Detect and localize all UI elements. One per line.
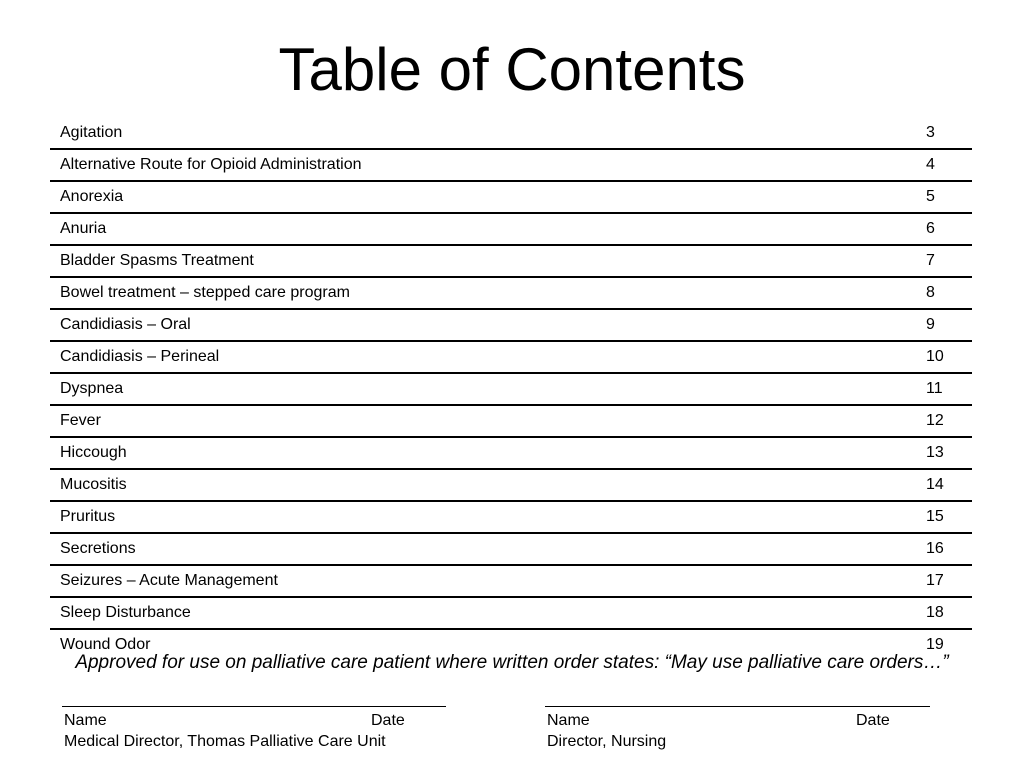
- table-row: [50, 501, 972, 533]
- table-row: [50, 277, 972, 309]
- toc-page-number: 7: [926, 245, 972, 277]
- toc-topic: Alternative Route for Opioid Administration: [50, 149, 926, 181]
- toc-page-number: 11: [926, 373, 972, 405]
- toc-table: [50, 118, 972, 660]
- toc-topic: Seizures – Acute Management: [50, 565, 926, 597]
- toc-topic: Sleep Disturbance: [50, 597, 926, 629]
- toc-page-number: 4: [926, 149, 972, 181]
- page-title: Table of Contents: [278, 36, 746, 103]
- toc-page-number: 14: [926, 469, 972, 501]
- table-row: [50, 469, 972, 501]
- toc-topic: Anuria: [50, 213, 926, 245]
- table-row: [50, 118, 972, 149]
- toc-topic: Dyspnea: [50, 373, 926, 405]
- signature-role: Medical Director, Thomas Palliative Care Unit: [64, 733, 386, 750]
- table-row: [50, 533, 972, 565]
- toc-page-number: 10: [926, 341, 972, 373]
- toc-topic: Candidiasis – Oral: [50, 309, 926, 341]
- toc-topic: Bowel treatment – stepped care program: [50, 277, 926, 309]
- toc-topic: Candidiasis – Perineal: [50, 341, 926, 373]
- toc-page-number: 8: [926, 277, 972, 309]
- signature-block-medical-director: [62, 706, 446, 757]
- toc-page-number: 16: [926, 533, 972, 565]
- toc-topic: Pruritus: [50, 501, 926, 533]
- toc-page-number: 15: [926, 501, 972, 533]
- table-row: [50, 373, 972, 405]
- toc-page-number: 17: [926, 565, 972, 597]
- toc-page-number: 19: [926, 636, 944, 653]
- signature-name-label: Name: [64, 712, 107, 729]
- table-row: [50, 341, 972, 373]
- toc-page-number: 5: [926, 181, 972, 213]
- table-row: [50, 181, 972, 213]
- toc-page-number: 9: [926, 309, 972, 341]
- toc-topic: Agitation: [50, 118, 926, 149]
- table-row: [50, 309, 972, 341]
- signature-date-label: Date: [856, 712, 890, 729]
- table-row: [50, 437, 972, 469]
- toc-page-number: 12: [926, 405, 972, 437]
- table-row: [50, 597, 972, 629]
- toc-page-number: 18: [926, 597, 972, 629]
- toc-page-number: 13: [926, 437, 972, 469]
- table-row: [50, 149, 972, 181]
- toc-page-number: 3: [926, 118, 972, 149]
- signature-name-label: Name: [547, 712, 590, 729]
- toc-page-number: 6: [926, 213, 972, 245]
- toc-topic: Wound Odor: [60, 636, 151, 653]
- table-row: [50, 565, 972, 597]
- signature-date-label: Date: [371, 712, 405, 729]
- toc-topic: Mucositis: [50, 469, 926, 501]
- toc-topic: Anorexia: [50, 181, 926, 213]
- toc-topic: Secretions: [50, 533, 926, 565]
- table-row: [50, 213, 972, 245]
- toc-topic: Hiccough: [50, 437, 926, 469]
- signature-role: Director, Nursing: [547, 733, 667, 750]
- toc-topic: Fever: [50, 405, 926, 437]
- approval-note: Approved for use on palliative care patient where written order states: “May use palliative care orders…”: [75, 652, 949, 673]
- toc-topic: Bladder Spasms Treatment: [50, 245, 926, 277]
- signature-block-nursing-director: [545, 706, 930, 757]
- table-row: [50, 405, 972, 437]
- table-row: [50, 245, 972, 277]
